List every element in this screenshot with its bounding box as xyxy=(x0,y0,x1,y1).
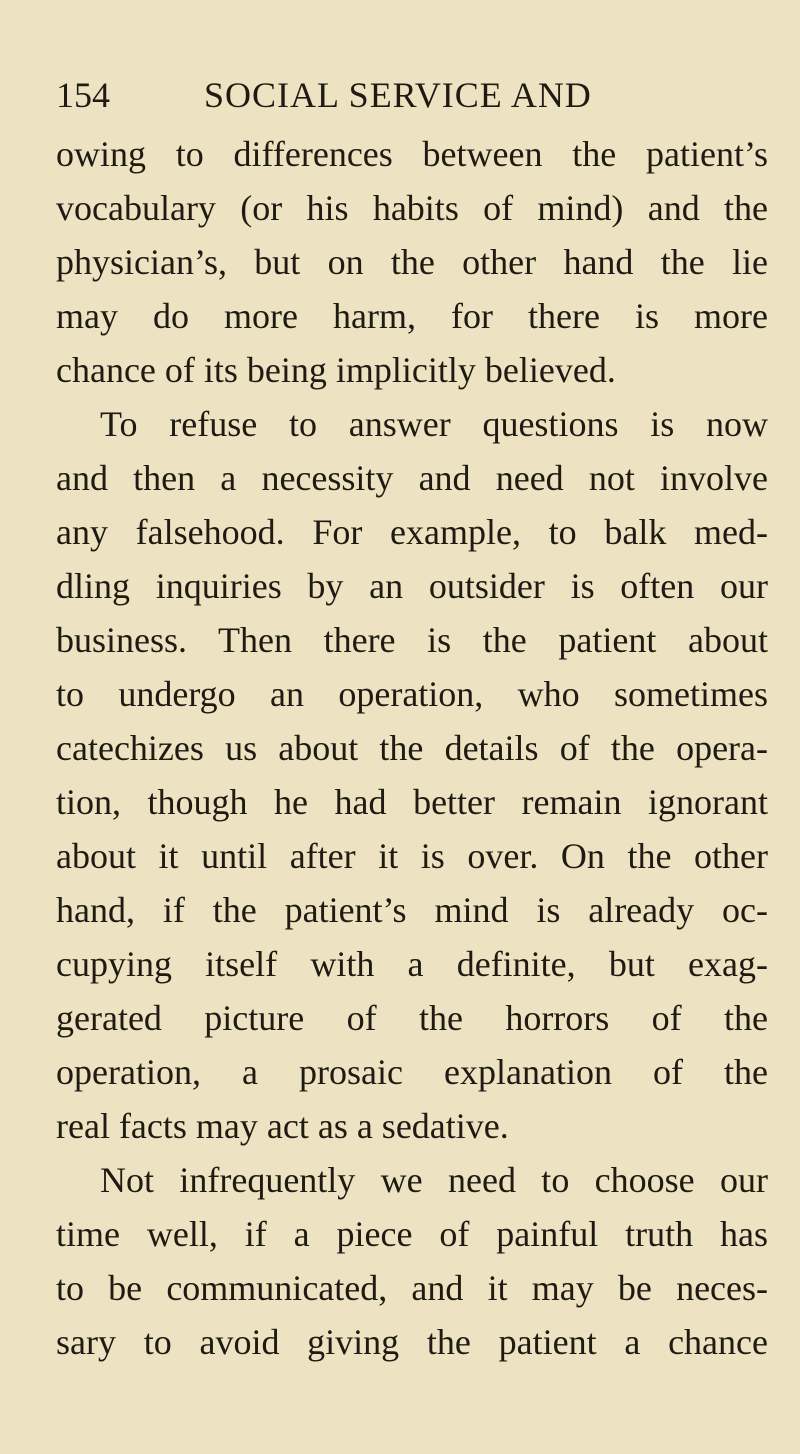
text-line: physician’s, but on the other hand the lie xyxy=(56,242,768,282)
text-line: to undergo an operation, who sometimes xyxy=(56,674,768,714)
text-line: cupying itself with a definite, but exag- xyxy=(56,944,768,984)
paragraph-start-line: To refuse to answer questions is now xyxy=(100,404,768,444)
running-title: SOCIAL SERVICE AND xyxy=(204,75,592,115)
text-line: owing to differences between the patient’s xyxy=(56,134,768,174)
text-line: catechizes us about the details of the opera- xyxy=(56,728,768,768)
running-head xyxy=(56,70,756,120)
text-line: business. Then there is the patient about xyxy=(56,620,768,660)
text-line: real facts may act as a sedative. xyxy=(56,1106,509,1146)
text-line: operation, a prosaic explanation of the xyxy=(56,1052,768,1092)
text-line: chance of its being implicitly believed. xyxy=(56,350,616,390)
paragraph-start-line: Not infrequently we need to choose our xyxy=(100,1160,768,1200)
text-line: about it until after it is over. On the other xyxy=(56,836,768,876)
text-line: gerated picture of the horrors of the xyxy=(56,998,768,1038)
text-line: tion, though he had better remain ignorant xyxy=(56,782,768,822)
text-line: sary to avoid giving the patient a chance xyxy=(56,1322,768,1362)
text-line: vocabulary (or his habits of mind) and the xyxy=(56,188,768,228)
text-line: may do more harm, for there is more xyxy=(56,296,768,336)
text-line: hand, if the patient’s mind is already oc- xyxy=(56,890,768,930)
text-line: dling inquiries by an outsider is often our xyxy=(56,566,768,606)
text-line: to be communicated, and it may be neces- xyxy=(56,1268,768,1308)
text-line: and then a necessity and need not involve xyxy=(56,458,768,498)
text-line: any falsehood. For example, to balk med- xyxy=(56,512,768,552)
text-line: time well, if a piece of painful truth has xyxy=(56,1214,768,1254)
page-number: 154 xyxy=(56,75,110,115)
